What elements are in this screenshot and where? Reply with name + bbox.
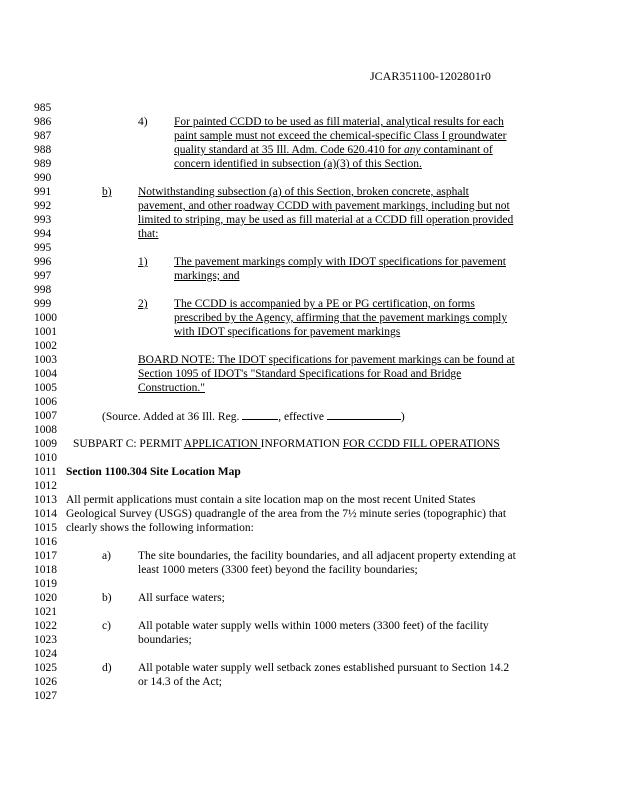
line-number: 1017 [34,550,57,562]
board-note: BOARD NOTE: The IDOT specifications for pavement markings can be found at [138,354,515,366]
line-number: 1025 [34,662,57,674]
line-number: 1012 [34,480,57,492]
item-4-text: For painted CCDD to be used as fill material, analytical results for each [174,116,504,128]
document-code: JCAR351100-1202801r0 [370,69,491,83]
line-number: 1005 [34,382,57,394]
line-number: 990 [34,172,52,184]
board-note: Section 1095 of IDOT's "Standard Specifications for Road and Bridge [138,368,462,380]
line-number: 997 [34,270,52,282]
line-number: 1026 [34,676,57,688]
line-number: 994 [34,228,52,240]
line-number: 1015 [34,522,57,534]
line-number: 1014 [34,508,57,520]
line-number: 992 [34,200,52,212]
line-number: 1011 [34,466,57,478]
list-item-text: All potable water supply wells within 1000 meters (3300 feet) of the facility [138,620,489,632]
line-number: 999 [34,298,52,310]
line-number: 1002 [34,340,57,352]
line-number: 1019 [34,578,57,590]
subsection-b-marker: b) [102,186,112,198]
line-number: 996 [34,256,52,268]
source-note: (Source. Added at 36 Ill. Reg. , effective ) [102,411,405,423]
list-item-marker: b) [102,592,112,604]
line-number: 986 [34,116,52,128]
line-number: 1001 [34,326,57,338]
line-number: 987 [34,130,52,142]
list-item-marker: d) [102,662,112,674]
list-item-text: The site boundaries, the facility boundaries, and all adjacent property extending at [138,550,516,562]
line-number: 1007 [34,410,57,422]
line-number: 988 [34,144,52,156]
line-number: 1022 [34,620,57,632]
line-number: 1008 [34,424,57,436]
subsection-b-text: Notwithstanding subsection (a) of this Section, broken concrete, asphalt [138,186,469,198]
list-item-text: or 14.3 of the Act; [138,676,222,688]
line-number: 1020 [34,592,57,604]
line-number: 1000 [34,312,57,324]
item-4-text: quality standard at 35 Ill. Adm. Code 620.410 for any contaminant of [174,144,493,156]
section-title: Section 1100.304 Site Location Map [66,466,241,478]
subsection-b-text: pavement, and other roadway CCDD with pavement markings, including but not [138,200,510,212]
line-number: 1010 [34,452,57,464]
line-number: 989 [34,158,52,170]
subitem-1-text: The pavement markings comply with IDOT specifications for pavement [174,256,506,268]
line-number: 1027 [34,690,57,702]
board-note: Construction." [138,382,205,394]
subitem-2-text: The CCDD is accompanied by a PE or PG certification, on forms [174,298,475,310]
item-4-text: paint sample must not exceed the chemical-specific Class I groundwater [174,130,507,142]
line-number: 1006 [34,396,57,408]
list-item-marker: a) [102,550,111,562]
item-4-marker: 4) [138,116,148,128]
line-number: 1024 [34,648,57,660]
subitem-2-text: prescribed by the Agency, affirming that the pavement markings comply [174,312,508,324]
line-number: 1018 [34,564,57,576]
line-number: 1021 [34,606,57,618]
intro-paragraph: Geological Survey (USGS) quadrangle of the area from the 7½ minute series (topographic) that [66,508,507,520]
line-number: 985 [34,102,52,114]
line-number: 993 [34,214,52,226]
subitem-1-marker: 1) [138,256,148,268]
line-number: 1016 [34,536,57,548]
list-item-text: All surface waters; [138,592,225,604]
subsection-b-text: that: [138,228,159,240]
list-item-text: least 1000 meters (3300 feet) beyond the facility boundaries; [138,564,418,576]
item-4-text: concern identified in subsection (a)(3) of this Section. [174,158,422,170]
intro-paragraph: clearly shows the following information: [66,522,254,534]
subsection-b-text: limited to striping, may be used as fill material at a CCDD fill operation provided [138,214,514,226]
line-number: 1004 [34,368,57,380]
subitem-2-text: with IDOT specifications for pavement markings [174,326,401,338]
subpart-heading: SUBPART C: PERMIT APPLICATION INFORMATION FOR CCDD FILL OPERATIONS [73,438,500,450]
list-item-marker: c) [102,620,111,632]
line-number: 1013 [34,494,57,506]
line-number: 995 [34,242,52,254]
line-number: 1003 [34,354,57,366]
intro-paragraph: All permit applications must contain a site location map on the most recent United States [66,494,476,506]
subitem-2-marker: 2) [138,298,148,310]
line-number: 1023 [34,634,57,646]
subitem-1-text: markings; and [174,270,240,282]
list-item-text: All potable water supply well setback zones established pursuant to Section 14.2 [138,662,510,674]
line-number: 991 [34,186,52,198]
line-number: 998 [34,284,52,296]
list-item-text: boundaries; [138,634,192,646]
line-number: 1009 [34,438,57,450]
